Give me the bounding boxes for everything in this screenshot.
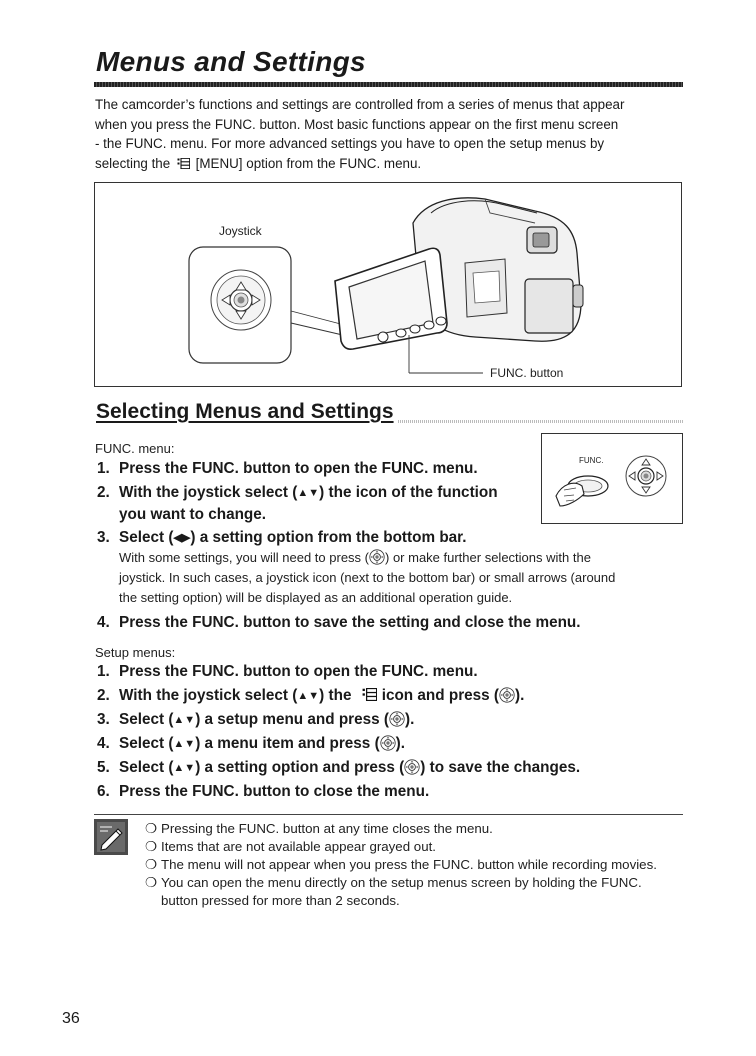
page-title: Menus and Settings xyxy=(96,46,366,77)
joystick-press-icon xyxy=(369,549,385,565)
step-text: With the joystick select ( xyxy=(119,687,298,704)
step-number: 3. xyxy=(97,529,110,546)
note-text: Items that are not available appear grayed out. xyxy=(161,839,436,854)
step-text: Select ( xyxy=(119,759,174,776)
intro-line: The camcorder’s functions and settings are controlled from a series of menus that appear xyxy=(95,97,625,112)
step-text: ) to save the changes. xyxy=(420,759,581,776)
menu-icon xyxy=(362,688,377,701)
func-step-3-note xyxy=(119,548,684,608)
setup-menu-subheading: Setup menus: xyxy=(95,645,176,660)
step-number: 4. xyxy=(97,614,110,631)
joystick-press-icon xyxy=(499,687,515,703)
joystick-press-icon xyxy=(389,711,405,727)
up-down-arrows-icon: ▲▼ xyxy=(173,738,196,750)
setup-step-2 xyxy=(97,687,524,705)
note-text: With some settings, you will need to press ( xyxy=(119,550,369,565)
setup-step-3 xyxy=(97,711,414,729)
step-text: ) the xyxy=(319,687,352,704)
up-down-arrows-icon: ▲▼ xyxy=(173,714,196,726)
func-menu-subheading: FUNC. menu: xyxy=(95,441,175,456)
step-number: 1. xyxy=(97,663,110,680)
func-badge: FUNC. xyxy=(579,456,604,465)
note-item xyxy=(145,820,685,838)
title-rule xyxy=(94,82,683,87)
note-text: You can open the menu directly on the setup menus screen by holding the FUNC. button pressed for more than 2 seconds. xyxy=(161,875,642,908)
note-text: The menu will not appear when you press the FUNC. button while recording movies. xyxy=(161,857,657,872)
step-text: Select ( xyxy=(119,529,174,546)
note-text: Pressing the FUNC. button at any time closes the menu. xyxy=(161,821,493,836)
step-text: Press the FUNC. button to open the FUNC. menu. xyxy=(119,663,478,680)
left-right-arrows-icon: ◀▶ xyxy=(173,532,191,544)
up-down-arrows-icon: ▲▼ xyxy=(297,487,320,499)
section-rule xyxy=(398,420,683,423)
step-text: Press the FUNC. button to save the setting and close the menu. xyxy=(119,614,581,631)
func-step-2 xyxy=(97,484,498,502)
step-text: Press the FUNC. button to open the FUNC. menu. xyxy=(119,460,478,477)
note-pencil-icon xyxy=(94,819,128,855)
step-number: 6. xyxy=(97,783,110,800)
func-step-1 xyxy=(97,460,478,478)
up-down-arrows-icon: ▲▼ xyxy=(297,690,320,702)
bullet-icon: ❍ xyxy=(145,875,157,890)
notes-rule xyxy=(94,814,683,815)
func-step-3 xyxy=(97,529,467,547)
step-text: Select ( xyxy=(119,735,174,752)
note-text: ) or make further selections with the xyxy=(385,550,591,565)
note-line: the setting option) will be displayed as an additional operation guide. xyxy=(119,590,513,605)
step-number: 3. xyxy=(97,711,110,728)
bullet-icon: ❍ xyxy=(145,857,157,872)
step-text: icon and press ( xyxy=(381,687,500,704)
step-number: 2. xyxy=(97,687,110,704)
intro-line-text: selecting the xyxy=(95,155,171,171)
camcorder-figure xyxy=(94,182,682,387)
section-title: Selecting Menus and Settings xyxy=(96,400,394,423)
step-number: 2. xyxy=(97,484,110,501)
up-down-arrows-icon: ▲▼ xyxy=(173,762,196,774)
step-text: Press the FUNC. button to close the menu. xyxy=(119,783,430,800)
note-line: joystick. In such cases, a joystick icon (next to the bottom bar) or small arrows (around xyxy=(119,570,616,585)
step-text: ) a setup menu and press ( xyxy=(195,711,390,728)
intro-line-text: [MENU] option from the FUNC. menu. xyxy=(195,155,422,171)
setup-step-1 xyxy=(97,663,478,681)
setup-step-4 xyxy=(97,735,405,753)
page-number: 36 xyxy=(62,1010,80,1027)
func-hand-illustration xyxy=(542,434,682,523)
step-text: ) a menu item and press ( xyxy=(195,735,380,752)
step-text: Select ( xyxy=(119,711,174,728)
step-number: 5. xyxy=(97,759,110,776)
step-text: With the joystick select ( xyxy=(119,484,298,501)
step-text: ). xyxy=(395,735,406,752)
joystick-press-icon xyxy=(404,759,420,775)
step-text: ) the icon of the function xyxy=(319,484,498,501)
camcorder-illustration xyxy=(95,183,681,386)
setup-step-5 xyxy=(97,759,580,777)
intro-line xyxy=(95,154,685,174)
notes-list xyxy=(145,820,685,910)
func-step-2-continued: you want to change. xyxy=(119,506,267,523)
intro-line: when you press the FUNC. button. Most basic functions appear on the first menu screen xyxy=(95,116,619,132)
step-text: ) a setting option from the bottom bar. xyxy=(190,529,467,546)
note-item xyxy=(145,856,685,874)
note-item xyxy=(145,838,685,856)
func-button-inset xyxy=(541,433,683,524)
intro-paragraph xyxy=(95,95,685,173)
note-line xyxy=(119,548,684,568)
func-step-4 xyxy=(97,614,581,632)
bullet-icon: ❍ xyxy=(145,821,157,836)
note-item xyxy=(145,874,685,910)
step-text: ). xyxy=(405,711,415,728)
step-number: 1. xyxy=(97,460,110,477)
bullet-icon: ❍ xyxy=(145,839,157,854)
step-number: 4. xyxy=(97,735,110,752)
func-button-label: FUNC. button xyxy=(490,366,564,380)
joystick-press-icon xyxy=(380,735,396,751)
step-text: ). xyxy=(515,687,525,704)
intro-line: - the FUNC. menu. For more advanced settings you have to open the setup menus by xyxy=(95,136,605,151)
step-text: ) a setting option and press ( xyxy=(195,759,405,776)
setup-step-6 xyxy=(97,783,429,801)
menu-icon xyxy=(177,158,190,169)
joystick-label: Joystick xyxy=(219,224,262,238)
